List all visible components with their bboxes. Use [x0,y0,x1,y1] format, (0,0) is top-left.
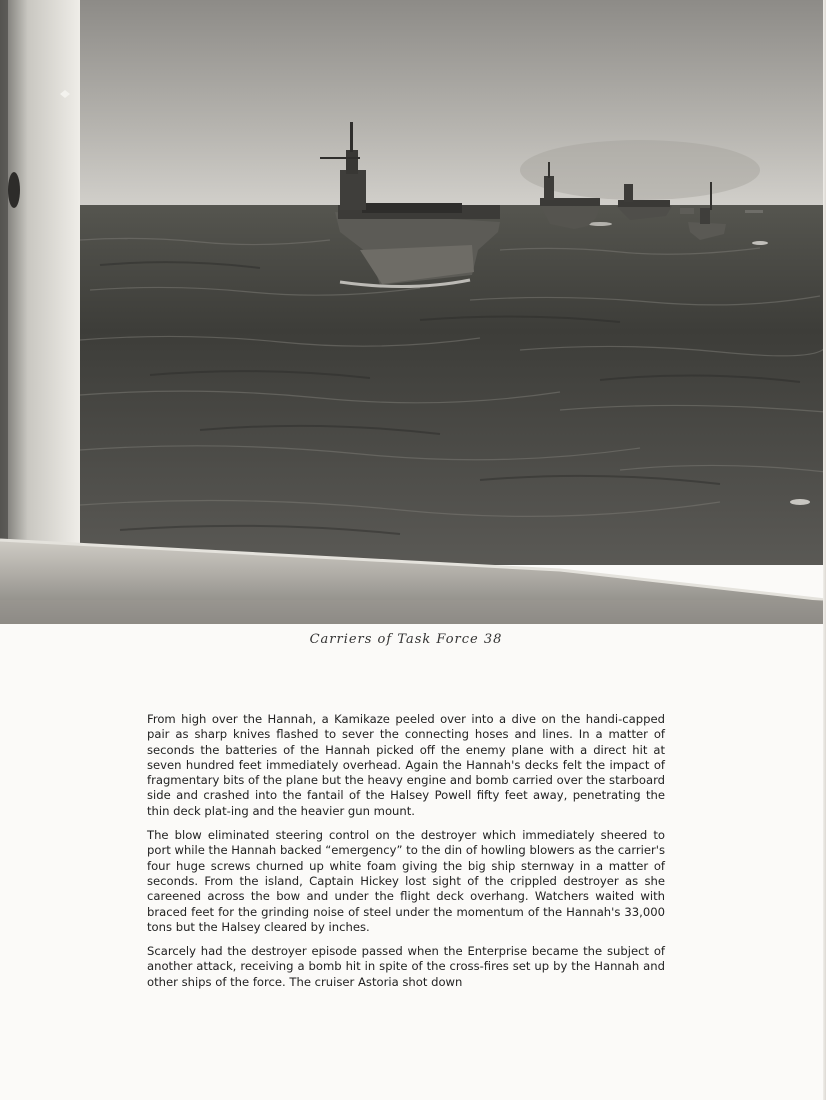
paragraph: The blow eliminated steering control on the destroyer which immediately sheered to port while the Hannah backed “emergency” to the din of howling blowers as the carrier's four huge screws churned up white foam giving the big ship sternway in a matter of seconds. From the island, Captain Hickey lost sight of the crippled destroyer as she careened across the bow and under the flight deck overhang. Watchers waited with braced feet for the grinding noise of steel under the momentum of the Hannah's 33,000 tons but the Halsey cleared by inches. [147,828,665,934]
photo-caption: Carriers of Task Force 38 [309,632,503,647]
article-body [147,712,665,999]
paragraph: From high over the Hannah, a Kamikaze peeled over into a dive on the handi-capped pair as sharp knives flashed to sever the connecting hoses and lines. In a matter of seconds the batteries of the Hannah picked off the enemy plane with a direct hit at seven hundred feet immediately overhead. Again the Hannah's decks felt the impact of fragmentary bits of the plane but the heavy engine and bomb carried over the starboard side and crashed into the fantail of the Halsey Powell fifty feet away, penetrating the thin deck plat-ing and the heavier gun mount. [147,712,665,818]
paragraph: Scarcely had the destroyer episode passed when the Enterprise became the subject of another attack, receiving a bomb hit in spite of the cross-fires set up by the Hannah and other ships of the force. The cruiser Astoria shot down [147,944,665,989]
